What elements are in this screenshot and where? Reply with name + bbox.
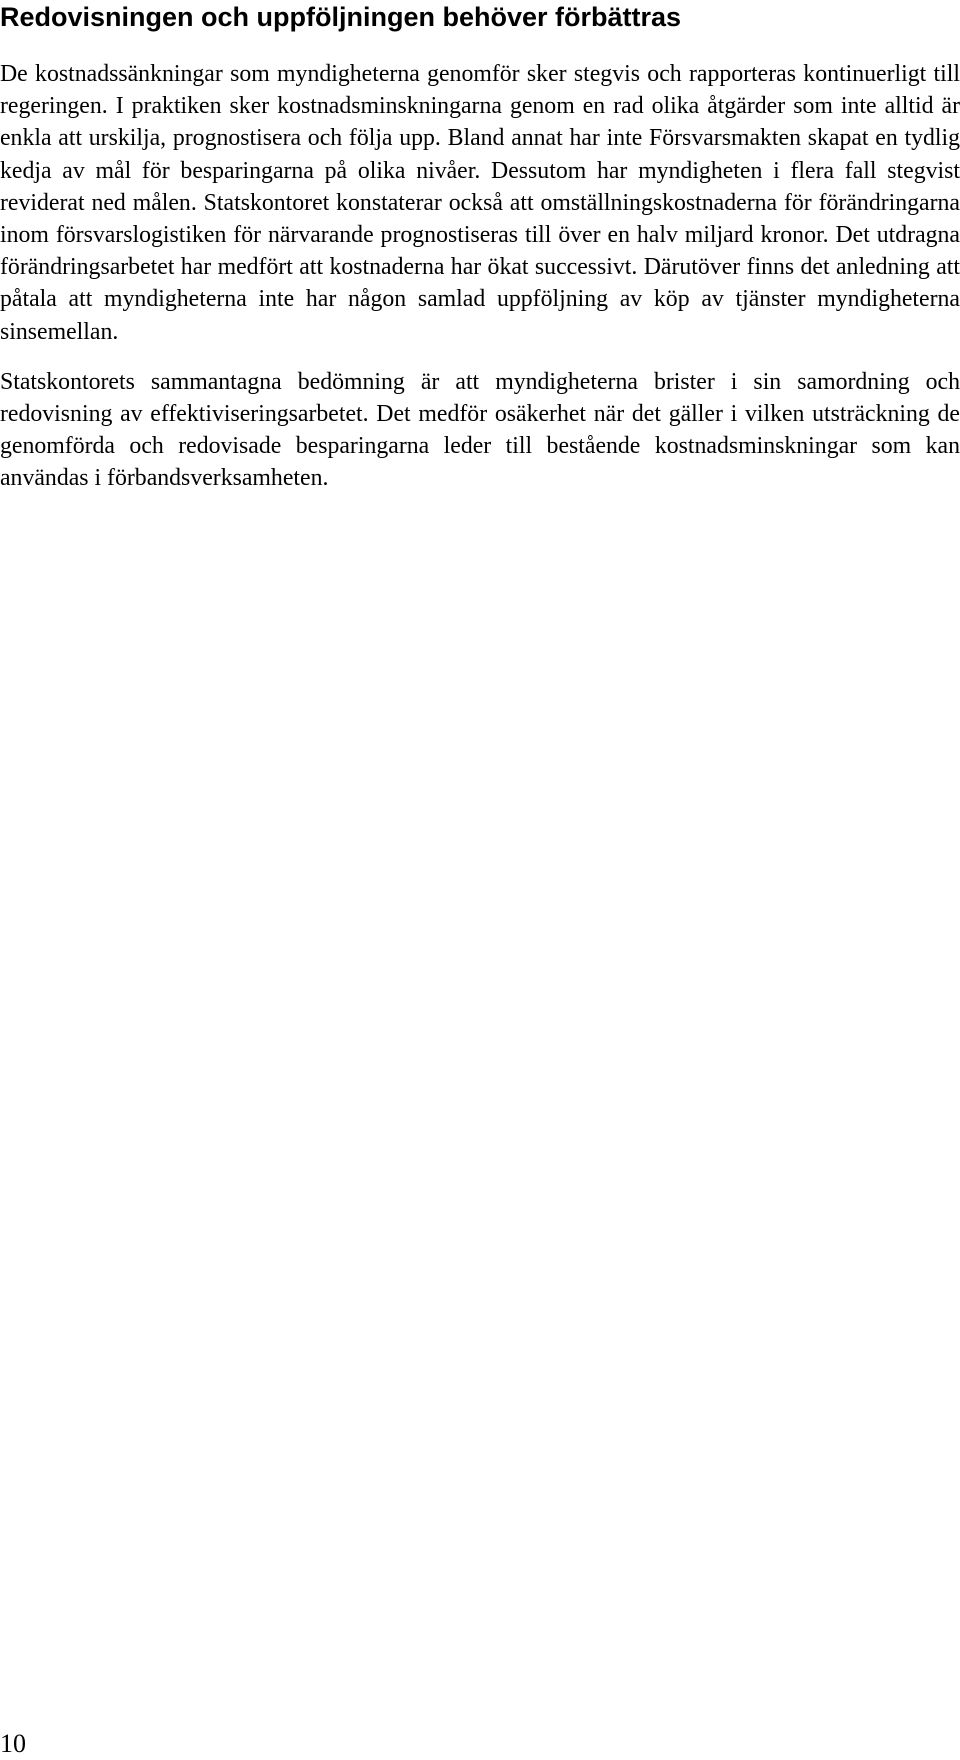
section-heading: Redovisningen och uppföljningen behöver förbättras [0,2,682,32]
page-number: 10 [0,1729,26,1758]
paragraph-cost-reductions: De kostnadssänkningar som myndigheterna genomför sker stegvis och rapporteras kontinuerligt till regeringen. I praktiken sker kostnadsminskningarna genom en rad olika åtgärder som inte alltid är enkla att urskilja, prognostisera och följa upp. Bland annat har inte Försvarsmakten skapat en tydlig kedja av mål för besparingarna på olika nivåer. Dessutom har myndigheten i flera fall stegvist reviderat ned målen. Statskontoret konstaterar också att omställningskostnaderna för förändringarna inom försvarslogistiken för närvarande prognostiseras till över en halv miljard kronor. Det utdragna förändringsarbetet har medfört att kostnaderna har ökat successivt. Därutöver finns det anledning att påtala att myndigheterna inte har någon samlad uppföljning av köp av tjänster myndigheterna sinsemellan. [0,61,960,345]
paragraph-overall-assessment: Statskontorets sammantagna bedömning är att myndigheterna brister i sin samordning och redovisning av effektiviseringsarbetet. Det medför osäkerhet när det gäller i vilken utsträckning de genomförda och redovisade besparingarna leder till bestående kostnadsminskningar som kan användas i förbandsverksamheten. [0,368,960,492]
body-text [0,58,960,495]
